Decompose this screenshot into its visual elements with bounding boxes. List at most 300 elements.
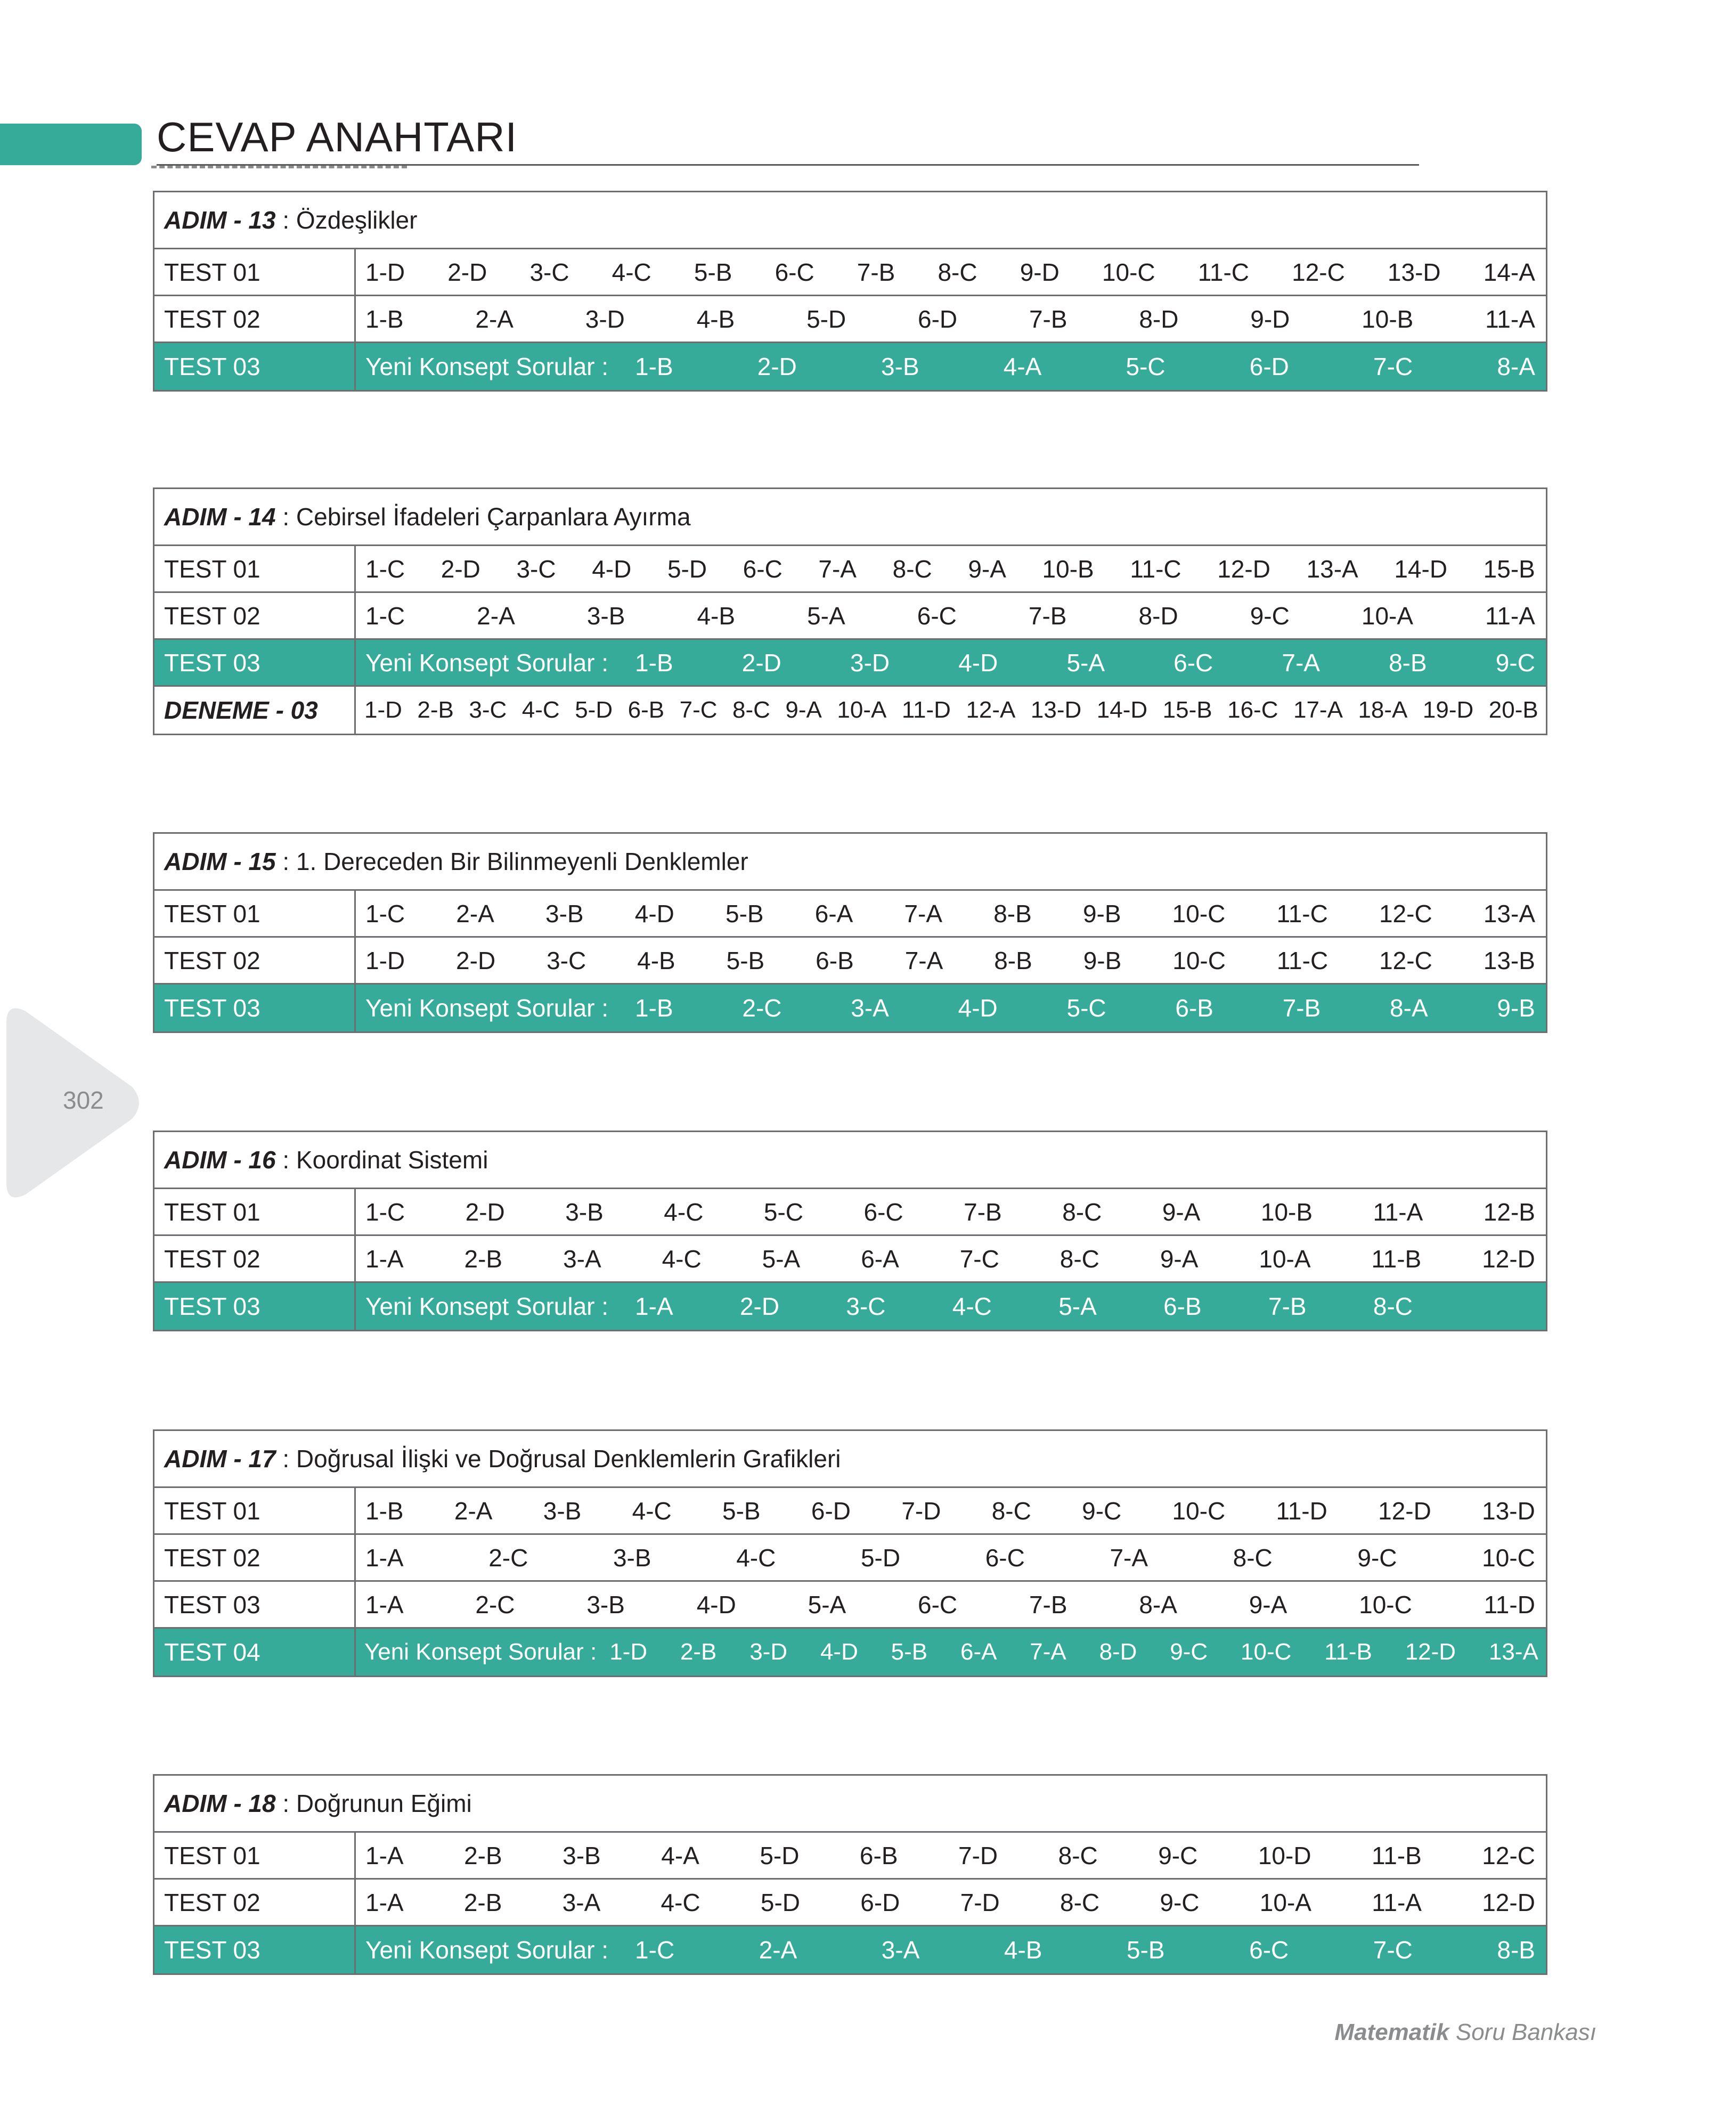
answer-cell: 11-A [1373,1198,1423,1226]
row-label: TEST 01 [154,1189,356,1234]
answer-cell: 1-B [635,994,673,1022]
section-topic: : Koordinat Sistemi [275,1146,488,1174]
answer-cell: 7-D [958,1841,998,1869]
answer-cell: 6-C [985,1543,1025,1572]
answer-cell: 6-B [859,1841,898,1869]
answer-cell: 8-C [938,258,977,286]
answer-cell: 4-C [661,1888,700,1916]
answer-list [609,1639,1538,1665]
answer-cell: 12-B [1483,1198,1535,1226]
row-label: TEST 01 [154,1488,356,1533]
answer-cell: 5-A [762,1245,801,1273]
answer-cell: 9-C [1250,601,1290,630]
answer-cell: 3-A [851,994,889,1022]
row-answers [356,546,1546,591]
answer-cell: 2-A [759,1936,797,1964]
answer-cell: 1-A [365,1590,404,1619]
section-step: ADIM - 13 [164,206,276,234]
answer-row [154,296,1546,343]
answer-cell: 14-D [1394,555,1448,583]
answer-cell: 13-A [1488,1639,1538,1665]
answer-cell: 9-A [968,555,1006,583]
answer-row [154,343,1546,390]
answer-cell: 2-D [757,353,797,380]
answer-cell: 10-C [1172,946,1226,974]
answer-cell: 11-C [1197,258,1250,286]
answer-cell: 3-B [881,353,919,380]
answer-cell: 2-D [739,1292,780,1320]
row-label: TEST 03 [154,640,356,685]
answer-cell: 10-A [1259,1245,1311,1273]
row-label: TEST 03 [154,1283,356,1330]
row-answers [356,593,1546,638]
answer-cell: 18-A [1358,697,1408,723]
answer-cell: 3-B [565,1198,604,1226]
section-step: ADIM - 14 [164,503,276,531]
row-answers [356,1880,1546,1925]
answer-cell: 2-D [447,258,487,286]
answer-cell: 6-B [816,946,854,974]
answer-cell: 10-C [1102,258,1155,286]
row-answers [356,687,1546,734]
answer-cell: 4-D [592,555,632,583]
answer-cell: 2-C [475,1590,515,1619]
answer-cell: 3-D [850,648,890,677]
answer-cell: 4-C [632,1497,672,1525]
answer-cell: 17-A [1293,697,1343,723]
answer-cell: 11-D [901,697,951,723]
answer-cell: 8-B [994,946,1032,974]
answer-cell: 8-A [1390,994,1428,1022]
answer-cell: 2-A [454,1497,493,1525]
answer-cell: 8-C [1058,1841,1098,1869]
answer-cell: 3-C [529,258,569,286]
row-answers [356,1236,1546,1281]
answer-cell: 8-C [1373,1292,1413,1320]
answer-cell: 13-D [1030,697,1082,723]
answer-cell: 8-B [1389,648,1427,677]
section-step: ADIM - 16 [164,1146,276,1174]
answer-row [154,1880,1546,1926]
answer-cell: 1-B [635,648,673,677]
answer-cell: 12-D [1405,1639,1456,1665]
answer-cell: 10-C [1172,1497,1226,1525]
answer-cell: 4-C [612,258,651,286]
section-heading [154,834,1546,891]
answer-cell: 7-D [901,1497,941,1525]
answer-list [635,994,1535,1022]
answer-row [154,1629,1546,1676]
answer-list [365,1245,1535,1273]
section-heading [154,1132,1546,1189]
answer-cell: 2-B [463,1888,502,1916]
answer-cell: 10-A [837,697,887,723]
row-answers [356,1833,1546,1878]
answer-cell: 5-C [1066,994,1106,1022]
answer-cell: 7-C [1373,1936,1413,1964]
answer-cell: 15-B [1483,555,1535,583]
answer-list [365,1590,1535,1619]
answer-cell: 3-B [543,1497,582,1525]
answer-cell: 8-D [1138,601,1178,630]
answer-cell: 5-D [667,555,707,583]
answer-cell: 4-D [958,648,998,677]
row-label: TEST 03 [154,1926,356,1973]
answer-cell: 4-D [958,994,998,1022]
answer-cell: 2-A [475,305,514,333]
answer-row [154,593,1546,640]
row-label: TEST 01 [154,1833,356,1878]
answer-cell: 12-A [966,697,1016,723]
row-label: TEST 02 [154,1236,356,1281]
answer-cell: 7-B [1029,1590,1067,1619]
answer-section [153,832,1547,1033]
answer-cell: 6-D [1249,353,1289,380]
answer-row [154,1488,1546,1535]
answer-row [154,938,1546,985]
row-answers [356,343,1546,390]
answer-cell: 5-B [891,1639,928,1665]
answer-cell: 9-C [1170,1639,1208,1665]
header-accent-bar [0,124,142,165]
answer-cell: 2-B [680,1639,717,1665]
answer-cell: 5-D [860,1543,901,1572]
answer-cell: 1-D [365,258,405,286]
answer-cell: 8-B [1497,1936,1535,1964]
answer-row [154,985,1546,1031]
answer-list [365,305,1535,334]
answer-cell: 1-B [365,305,404,333]
answer-list [365,1543,1535,1572]
answer-cell: 2-D [456,946,496,974]
answer-cell: 6-C [863,1198,903,1226]
answer-cell: 11-D [1484,1590,1535,1619]
answer-cell: 9-A [1249,1590,1287,1619]
answer-list [365,899,1535,928]
answer-cell: 11-A [1372,1888,1422,1916]
answer-cell: 13-A [1483,899,1535,928]
answer-list [364,697,1538,723]
answer-list [365,946,1535,975]
answer-cell: 10-B [1042,555,1094,583]
section-topic: : Özdeşlikler [275,206,418,234]
section-heading [154,1431,1546,1488]
answer-cell: 6-A [960,1639,997,1665]
row-lead-text: Yeni Konsept Sorular : [365,994,609,1022]
answer-cell: 3-A [562,1888,601,1916]
answer-cell: 7-A [904,946,943,974]
row-label: DENEME - 03 [154,687,356,734]
answer-cell: 1-C [365,555,405,583]
answer-cell: 8-D [1099,1639,1137,1665]
answer-cell: 9-A [1160,1245,1199,1273]
answer-cell: 9-C [1160,1888,1200,1916]
row-label: TEST 01 [154,546,356,591]
row-label: TEST 01 [154,891,356,936]
answer-cell: 8-C [892,555,932,583]
answer-cell: 3-C [547,946,586,974]
answer-cell: 2-B [464,1841,502,1869]
answer-cell: 7-C [959,1245,999,1273]
answer-cell: 12-C [1379,946,1432,974]
answer-section [153,1774,1547,1975]
answer-cell: 1-A [365,1888,404,1916]
answer-cell: 4-A [661,1841,699,1869]
section-topic: : Doğrusal İlişki ve Doğrusal Denklemlerin Grafikleri [275,1445,841,1473]
section-heading [154,489,1546,546]
answer-row [154,1926,1546,1973]
row-answers [356,640,1546,685]
answer-cell: 8-C [732,697,770,723]
row-answers [356,938,1546,983]
answer-cell: 3-B [586,601,625,630]
row-label: TEST 02 [154,938,356,983]
answer-cell: 9-A [1162,1198,1201,1226]
answer-cell: 9-C [1158,1841,1198,1869]
answer-cell: 5-A [1066,648,1105,677]
answer-row [154,1283,1546,1330]
answer-cell: 8-C [1062,1198,1102,1226]
answer-cell: 11-A [1485,305,1535,333]
answer-cell: 2-A [456,899,494,928]
answer-cell: 3-B [586,1590,625,1619]
answer-cell: 5-B [722,1497,761,1525]
answer-row [154,546,1546,593]
answer-cell: 8-C [991,1497,1031,1525]
title-dashed-underline [151,166,407,168]
answer-cell: 5-D [760,1841,800,1869]
answer-cell: 7-B [964,1198,1002,1226]
row-answers [356,891,1546,936]
answer-cell: 5-D [760,1888,801,1916]
answer-cell: 8-C [1233,1543,1273,1572]
answer-cell: 1-D [365,946,405,974]
row-label: TEST 03 [154,985,356,1031]
answer-cell: 4-B [1004,1936,1042,1964]
answer-cell: 6-A [861,1245,899,1273]
answer-list [635,1936,1535,1964]
answer-cell: 10-C [1482,1543,1535,1572]
answer-cell: 7-C [679,697,718,723]
answer-cell: 4-A [1003,353,1042,380]
answer-cell: 3-A [881,1936,920,1964]
answer-cell: 7-C [1373,353,1413,380]
answer-cell: 6-A [814,899,853,928]
answer-cell: 11-C [1276,899,1328,928]
row-lead-text: Yeni Konsept Sorular : [364,1639,597,1665]
answer-cell: 1-A [635,1292,673,1320]
answer-cell: 1-B [635,353,673,380]
answer-cell: 11-B [1371,1245,1422,1273]
answer-cell: 2-C [488,1543,528,1572]
answer-cell: 19-D [1422,697,1474,723]
answer-list [365,1198,1535,1226]
section-heading [154,1776,1546,1833]
answer-cell: 5-D [575,697,613,723]
row-lead-text: Yeni Konsept Sorular : [365,648,609,677]
answer-cell: 9-B [1497,994,1535,1022]
row-label: TEST 02 [154,296,356,342]
answer-cell: 6-B [627,697,665,723]
answer-cell: 10-C [1172,899,1226,928]
answer-cell: 8-D [1139,305,1179,333]
answer-cell: 6-C [1249,1936,1289,1964]
answer-cell: 11-B [1324,1639,1372,1665]
answer-cell: 3-B [545,899,584,928]
answer-cell: 1-A [365,1841,404,1869]
answer-cell: 6-B [1163,1292,1202,1320]
answer-list [365,1888,1535,1917]
answer-list [365,555,1535,583]
section-step: ADIM - 15 [164,848,276,875]
answer-cell: 6-C [743,555,783,583]
answer-cell: 1-B [365,1497,404,1525]
answer-cell: 4-C [736,1543,776,1572]
answer-list [635,1292,1535,1321]
answer-cell: 15-B [1162,697,1212,723]
answer-cell: 14-A [1483,258,1535,286]
answer-cell: 1-C [365,899,405,928]
answer-cell: 12-D [1482,1888,1535,1916]
answer-cell: 5-C [1126,353,1166,380]
answer-cell: 8-C [1060,1888,1100,1916]
answer-cell: 1-A [365,1245,404,1273]
answer-cell: 12-C [1379,899,1432,928]
section-topic: : Cebirsel İfadeleri Çarpanlara Ayırma [275,503,691,531]
answer-row [154,1582,1546,1629]
row-answers [356,1629,1546,1676]
answer-cell: 16-C [1227,697,1278,723]
answer-cell: 6-C [917,601,957,630]
answer-cell: 5-C [763,1198,804,1226]
answer-cell: 2-D [441,555,480,583]
answer-cell: 7-B [857,258,895,286]
answer-cell: 3-C [846,1292,886,1320]
answer-cell: 3-D [749,1639,788,1665]
row-label: TEST 03 [154,343,356,390]
answer-list [365,1841,1535,1870]
answer-cell: 4-C [952,1292,992,1320]
answer-cell: 6-D [811,1497,851,1525]
answer-cell: 12-C [1292,258,1345,286]
row-answers [356,985,1546,1031]
answer-list [365,1497,1535,1525]
answer-cell: 12-C [1482,1841,1535,1869]
answer-list [365,258,1535,287]
answer-row [154,891,1546,938]
answer-cell: 9-D [1020,258,1059,286]
row-answers [356,1488,1546,1533]
answer-cell: 13-D [1387,258,1441,286]
answer-cell: 13-B [1483,946,1535,974]
answer-cell: 2-A [477,601,515,630]
answer-cell: 1-C [365,601,405,630]
row-answers [356,296,1546,342]
answer-cell: 1-D [364,697,402,723]
answer-cell: 12-D [1217,555,1270,583]
footer-book-name: Soru Bankası [1455,2019,1596,2045]
answer-cell: 10-B [1362,305,1414,333]
answer-cell: 11-A [1485,601,1535,630]
section-step: ADIM - 17 [164,1445,276,1473]
row-lead-text: Yeni Konsept Sorular : [365,1292,609,1320]
row-label: TEST 01 [154,249,356,295]
answer-cell: 7-A [904,899,943,928]
answer-section [153,1131,1547,1331]
section-topic: : 1. Dereceden Bir Bilinmeyenli Denklemler [275,848,748,875]
answer-cell: 7-B [1282,994,1321,1022]
answer-section [153,1429,1547,1677]
answer-cell: 20-B [1488,697,1538,723]
answer-cell: 8-B [993,899,1032,928]
answer-cell: 7-A [1110,1543,1148,1572]
answer-row [154,1236,1546,1283]
answer-cell: 13-A [1306,555,1358,583]
answer-cell: 4-B [637,946,675,974]
answer-cell: 5-A [808,1590,846,1619]
answer-cell: 13-D [1482,1497,1535,1525]
answer-cell: 4-D [696,1590,736,1619]
answer-cell: 11-B [1372,1841,1422,1869]
answer-cell: 7-B [1268,1292,1307,1320]
answer-cell: 2-B [464,1245,503,1273]
answer-cell: 2-D [741,648,781,677]
answer-row [154,640,1546,687]
answer-cell: 7-B [1028,601,1067,630]
row-label: TEST 02 [154,593,356,638]
answer-cell: 4-B [697,601,736,630]
section-topic: : Doğrunun Eğimi [275,1790,472,1817]
row-label: TEST 04 [154,1629,356,1676]
row-answers [356,1189,1546,1234]
row-label: TEST 02 [154,1535,356,1580]
answer-cell: 12-D [1482,1245,1535,1273]
footer-book-title [1334,2019,1596,2046]
row-lead-text: Yeni Konsept Sorular : [365,1936,609,1964]
section-heading [154,192,1546,249]
answer-cell: 5-B [694,258,732,286]
answer-cell: 2-B [417,697,454,723]
answer-cell: 9-B [1082,899,1121,928]
answer-cell: 4-D [634,899,674,928]
answer-cell: 1-C [365,1198,405,1226]
answer-cell: 3-D [585,305,625,333]
answer-cell: 10-D [1258,1841,1311,1869]
answer-cell: 6-C [918,1590,958,1619]
answer-cell: 11-C [1130,555,1181,583]
answer-cell: 11-C [1276,946,1329,974]
row-answers [356,1582,1546,1627]
answer-row [154,1833,1546,1880]
answer-cell: 9-B [1083,946,1122,974]
answer-cell: 7-A [1282,648,1320,677]
answer-list [635,352,1535,381]
answer-cell: 5-B [726,899,764,928]
answer-cell: 6-C [1173,648,1213,677]
row-label: TEST 03 [154,1582,356,1627]
answer-cell: 1-D [609,1639,648,1665]
answer-cell: 3-C [469,697,507,723]
answer-cell: 2-D [465,1198,505,1226]
answer-cell: 3-A [563,1245,601,1273]
answer-cell: 5-B [726,946,765,974]
answer-cell: 8-A [1497,353,1535,380]
answer-cell: 14-D [1096,697,1148,723]
answer-cell: 7-A [1030,1639,1066,1665]
answer-cell: 10-C [1359,1590,1412,1619]
answer-cell: 6-B [1175,994,1213,1022]
row-label: TEST 02 [154,1880,356,1925]
